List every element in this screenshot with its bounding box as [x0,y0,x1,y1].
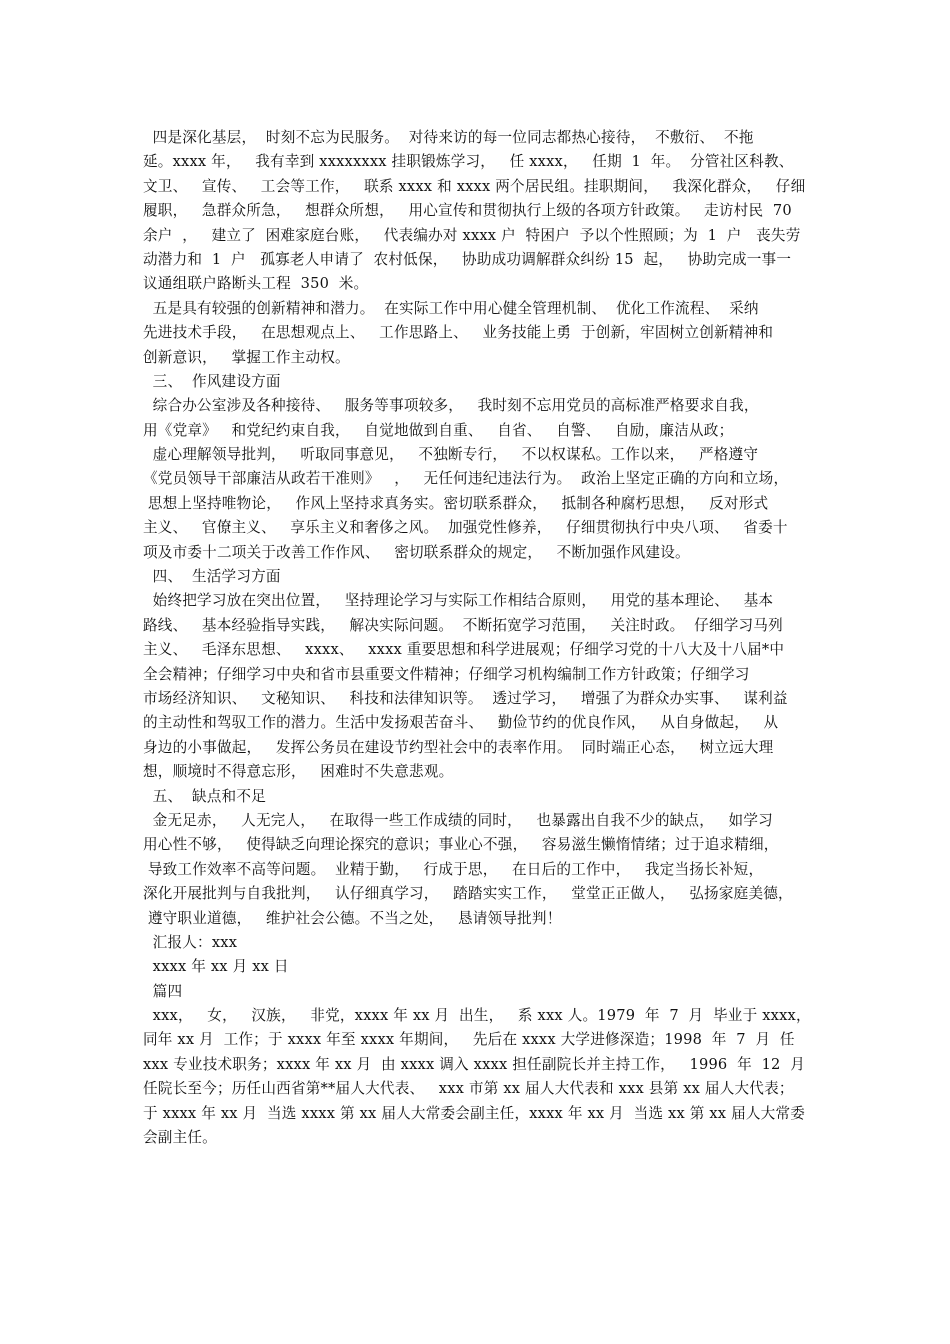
text-line: 会副主任。 [143,1129,217,1147]
text-line: 遵守职业道德， 维护社会公德。不当之处， 恳请领导批判！ [143,909,562,927]
text-line: 余户 ， 建立了 困难家庭台账， 代表编办对 xxxx 户 特困户 予以个性照顾；为 1 户 丧失劳 [143,226,801,244]
text-line: xxx， 女， 汉族， 非党，xxxx 年 xx 月 出生， 系 xxx 人。1979 年 7 月 毕业于 xxxx， [143,1007,811,1025]
text-line: xxxx 年 xx 月 xx 日 [143,958,289,976]
text-line: 任院长至今；历任山西省第**届人大代表、 xxx 市第 xx 届人大代表和 xxx 县第 xx 届人大代表； [143,1080,794,1098]
text-line: 用《党章》 和党纪约束自我， 自觉地做到自重、 自省、 自警、 自励，廉洁从政； [143,421,734,439]
text-line: 创新意识， 掌握工作主动权。 [143,348,350,366]
text-line: 始终把学习放在突出位置， 坚持理论学习与实际工作相结合原则， 用党的基本理论、 基本 [143,592,774,610]
text-line: 五是具有较强的创新精神和潜力。 在实际工作中用心健全管理机制、 优化工作流程、 采纳 [143,299,759,317]
text-line: 汇报人：xxx [143,933,238,951]
text-line: 项及市委十二项关于改善工作作风、 密切联系群众的规定， 不断加强作风建设。 [143,543,690,561]
text-line: 虚心理解领导批判， 听取同事意见， 不独断专行， 不以权谋私。工作以来， 严格遵守 [143,446,759,464]
text-line: 全会精神；仔细学习中央和省市县重要文件精神；仔细学习机构编制工作方针政策；仔细学习 [143,665,750,683]
text-line: 五、 缺点和不足 [143,787,266,805]
text-line: 思想上坚持唯物论， 作风上坚持求真务实。密切联系群众， 抵制各种腐朽思想， 反对形式 [143,494,769,512]
text-line: 主义、 官僚主义、 享乐主义和奢侈之风。 加强党性修养， 仔细贯彻执行中央八项、 省委十 [143,519,788,537]
text-line: 的主动性和驾驭工作的潜力。生活中发扬艰苦奋斗、 勤俭节约的优良作风， 从自身做起， 从 [143,714,779,732]
text-line: 履职， 急群众所急， 想群众所想， 用心宣传和贯彻执行上级的各项方针政策。 走访村民 70 [143,202,792,220]
text-line: 导致工作效率不高等问题。 业精于勤， 行成于思， 在日后的工作中， 我定当扬长补短， [143,860,764,878]
text-line: 综合办公室涉及各种接待、 服务等事项较多， 我时刻不忘用党员的高标准严格要求自我， [143,397,759,415]
text-line: 三、 作风建设方面 [143,372,281,390]
text-line: 四是深化基层， 时刻不忘为民服务。 对待来访的每一位同志都热心接待， 不敷衍、 不拖 [143,129,754,146]
text-line: 于 xxxx 年 xx 月 当选 xxxx 第 xx 届人大常委会副主任，xxxx 年 xx 月 当选 xx 第 xx 届人大常委 [143,1104,806,1122]
text-line: 四、 生活学习方面 [143,568,281,586]
text-line: 用心性不够， 使得缺乏向理论探究的意识；事业心不强， 容易滋生懒惰情绪；过于追求精细， [143,836,779,854]
text-line: 深化开展批判与自我批判， 认仔细真学习， 踏踏实实工作， 堂堂正正做人， 弘扬家庭美德， [143,885,793,903]
text-line: 先进技术手段， 在思想观点上、 工作思路上、 业务技能上勇 于创新，牢固树立创新精神和 [143,324,774,342]
text-line: 动潜力和 1 户 孤寡老人申请了 农村低保， 协助成功调解群众纠纷 15 起， 协助完成一事一 [143,250,792,268]
text-line: 同年 xx 月 工作；于 xxxx 年至 xxxx 年期间， 先后在 xxxx 大学进修深造；1998 年 7 月 任 [143,1031,795,1049]
text-line: 《党员领导干部廉洁从政若干准则》 ， 无任何违纪违法行为。 政治上坚定正确的方向和立场， [143,470,789,488]
text-line: 议通组联户路断头工程 350 米。 [143,275,369,293]
text-line: 身边的小事做起， 发挥公务员在建设节约型社会中的表率作用。 同时端正心态， 树立远大理 [143,738,774,756]
text-line: 市场经济知识、 文秘知识、 科技和法律知识等。 透过学习， 增强了为群众办实事、 谋利益 [143,689,788,707]
text-line: xxx 专业技术职务；xxxx 年 xx 月 由 xxxx 调入 xxxx 担任副院长并主持工作， 1996 年 12 月 [143,1055,806,1073]
text-line: 篇四 [143,982,183,1000]
text-line: 主义、 毛泽东思想、 xxxx、 xxxx 重要思想和科学进展观；仔细学习党的十八大及十八届*中 [143,641,785,659]
text-line: 想，顺境时不得意忘形， 困难时不失意悲观。 [143,763,454,781]
document-body [143,126,823,1150]
text-line: 延。xxxx 年， 我有幸到 xxxxxxxx 挂职锻炼学习， 任 xxxx， 任期 1 年。 分管社区科教、 [143,153,794,171]
text-line: 金无足赤， 人无完人， 在取得一些工作成绩的同时， 也暴露出自我不少的缺点， 如学习 [143,811,773,829]
text-line: 文卫、 宣传、 工会等工作， 联系 xxxx 和 xxxx 两个居民组。挂职期间， 我深化群众， 仔细 [143,177,806,195]
text-line: 路线、 基本经验指导实践， 解决实际问题。 不断拓宽学习范围， 关注时政。 仔细学习马列 [143,616,783,634]
